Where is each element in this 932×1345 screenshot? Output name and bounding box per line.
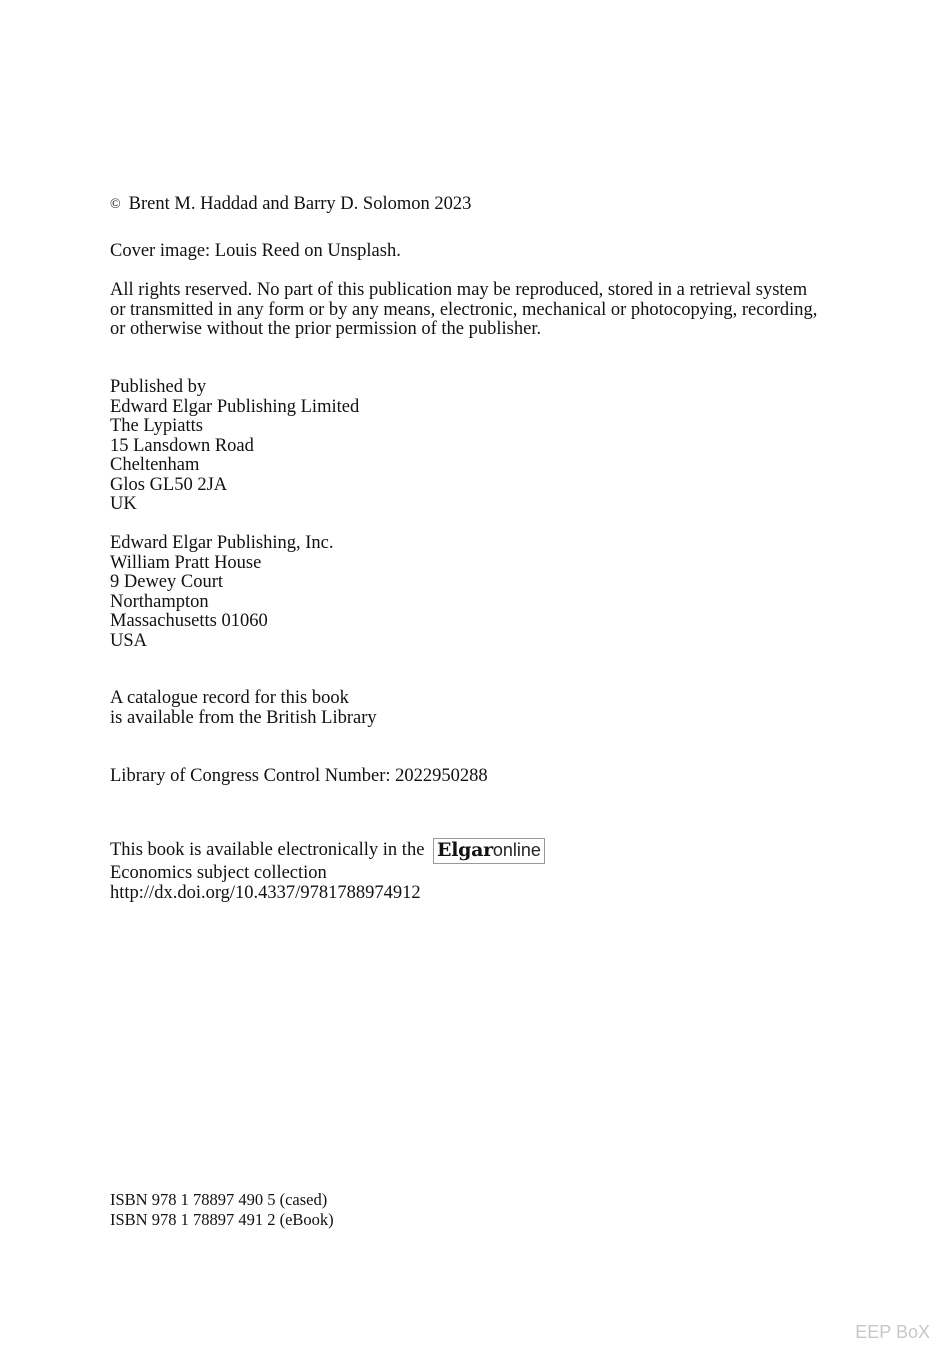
address-line: Cheltenham [110,455,200,475]
address-line: 9 Dewey Court [110,572,224,592]
address-line: Northampton [110,591,209,612]
publisher-us-address [110,534,334,651]
catalogue-record [110,689,377,728]
isbn-line: ISBN 978 1 78897 491 2 (eBook) [110,1209,334,1229]
address-line: Edward Elgar Publishing, Inc. [110,533,334,553]
address-line: Published by [110,377,207,397]
publisher-uk-address [110,378,359,515]
rights-statement [110,281,817,340]
isbn-line: ISBN 978 1 78897 490 5 (cased) [110,1190,328,1209]
logo-bold-text: Elgar [437,839,493,861]
electronic-intro: This book is available electronically in the [110,840,425,860]
address-line: 15 Lansdown Road [110,435,254,456]
copyright-text: Brent M. Haddad and Barry D. Solomon 2023 [128,194,472,214]
electronic-intro-line [110,838,545,864]
watermark: EEP BoX [855,1322,930,1342]
address-line: USA [110,630,148,651]
address-line: UK [110,494,137,514]
rights-line: or transmitted in any form or by any means, electronic, mechanical or photocopying, recording, [110,299,818,320]
catalogue-line: A catalogue record for this book [110,688,349,708]
rights-line: or otherwise without the prior permission of the publisher. [110,319,542,339]
address-line: Glos GL50 2JA [110,474,228,495]
address-line: Massachusetts 01060 [110,611,268,631]
copyright-symbol: © [110,197,121,212]
electronic-availability [110,838,545,903]
address-line: Edward Elgar Publishing Limited [110,396,360,417]
elgaronline-logo [433,838,545,864]
lccn: Library of Congress Control Number: 2022950288 [110,766,488,786]
cover-credit: Cover image: Louis Reed on Unsplash. [110,241,401,261]
catalogue-line: is available from the British Library [110,707,377,728]
doi-link[interactable]: http://dx.doi.org/10.4337/9781788974912 [110,882,421,903]
copyright-notice [110,195,471,216]
collection-line: Economics subject collection [110,863,327,883]
address-line: The Lypiatts [110,416,203,436]
rights-line: All rights reserved. No part of this publication may be reproduced, stored in a retrieval system [110,280,808,300]
logo-light-text: online [492,840,541,860]
isbn-block [110,1190,334,1229]
address-line: William Pratt House [110,552,262,573]
